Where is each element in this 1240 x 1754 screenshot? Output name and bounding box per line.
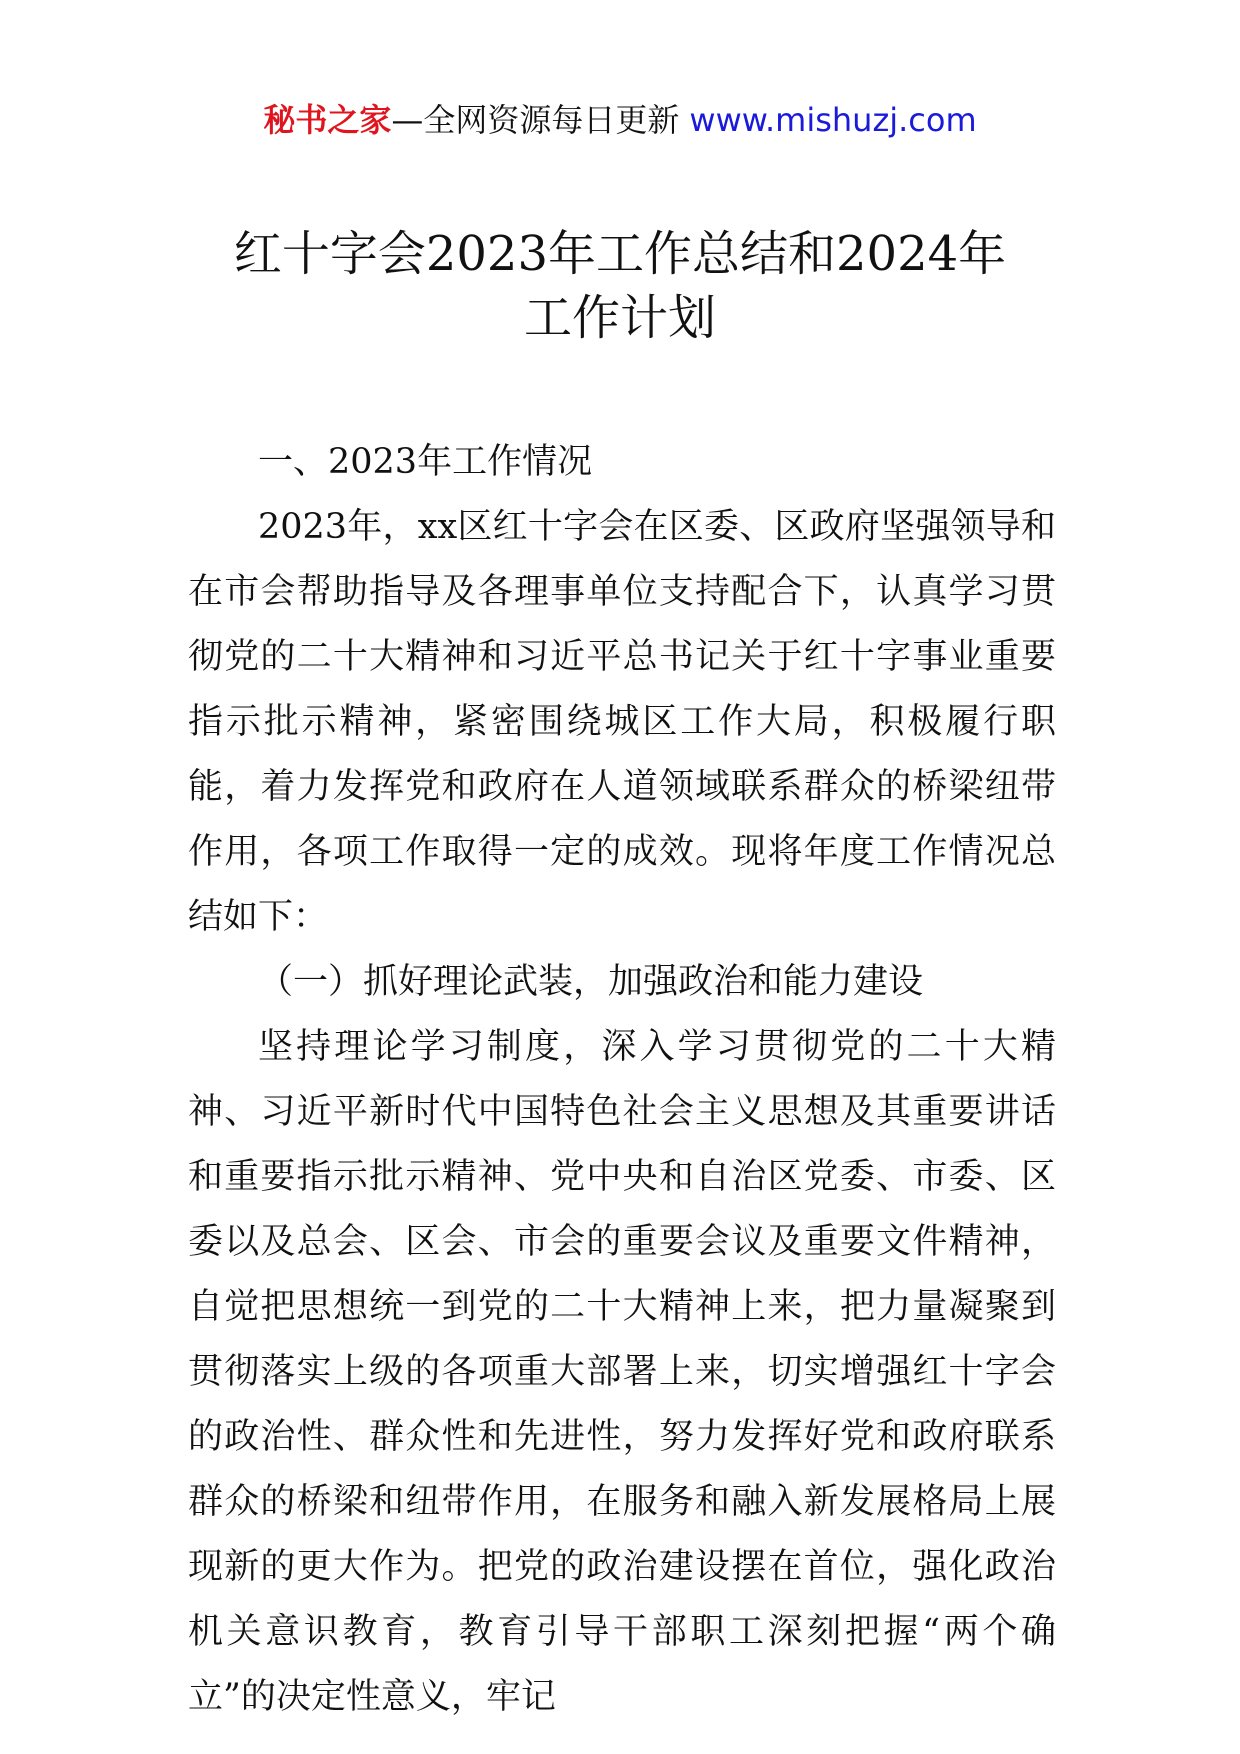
subsection-heading: （一）抓好理论武装，加强政治和能力建设 [258,962,924,1002]
paragraph: 坚持理论学习制度，深入学习贯彻党的二十大精神、习近平新时代中国特色社会主义思想及其重要讲话和重要指示批示精神、党中央和自治区党委、市委、区委以及总会、区会、市会的重要会议及重要文件精神，自觉把思想统一到党的二十大精神上来，把力量凝聚到贯彻落实上级的各项重大部署上来，切实增强红十字会的政治性、群众性和先进性，努力发挥好党和政府联系群众的桥梁和纽带作用，在服务和融入新发展格局上展现新的更大作为。把党的政治建设摆在首位，强化政治机关意识教育，教育引导干部职工深刻把握“两个确立”的决定性意义，牢记 [188,1027,1056,1717]
section-heading: 一、2023年工作情况 [258,442,593,482]
site-header [0,98,1240,142]
site-url-link[interactable]: www.mishuzj.com [689,101,977,139]
site-slogan: —全网资源每日更新 [391,101,680,139]
document-title [0,222,1240,350]
title-line-2: 工作计划 [523,290,716,346]
paragraph: 2023年，xx区红十字会在区委、区政府坚强领导和在市会帮助指导及各理事单位支持配合下，认真学习贯彻党的二十大精神和习近平总书记关于红十字事业重要指示批示精神，紧密围绕城区工作大局，积极履行职能，着力发挥党和政府在人道领域联系群众的桥梁纽带作用，各项工作取得一定的成效。现将年度工作情况总结如下： [188,507,1056,937]
document-body [188,430,1056,1730]
title-line-1: 红十字会2023年工作总结和2024年 [233,226,1007,282]
site-name: 秘书之家 [263,101,392,139]
